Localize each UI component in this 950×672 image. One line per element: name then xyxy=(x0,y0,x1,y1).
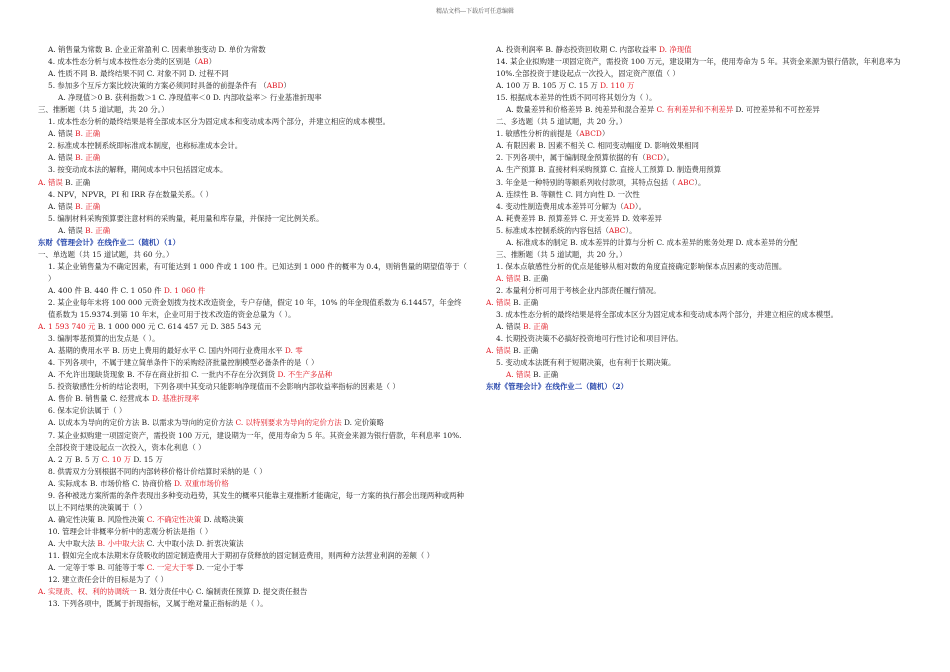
answer-text: A. 错误 xyxy=(506,370,531,380)
text-line xyxy=(38,80,468,92)
question-text: 1. 保本点敏感性分析的优点是能够从相对数的角度直接确定影响保本点因素的变动范围。 xyxy=(496,261,787,271)
question-text: 4. 变动性制造费用成本差异可分解为（ xyxy=(496,201,624,211)
question-text: A. 确定性决策 B. 风险性决策 xyxy=(48,514,147,524)
answer-text: D. 零 xyxy=(284,346,303,356)
question-text: D. 战略决策 xyxy=(201,514,244,524)
question-text: A. 有限因素 B. 因素不相关 C. 相同变动幅度 D. 影响效果相同 xyxy=(496,141,699,151)
question-text: A. 净现值＞0 B. 获利指数＞1 C. 净现值率＜0 D. 内部收益率＞ 行业基准折现率 xyxy=(58,93,322,103)
text-line xyxy=(38,249,468,261)
question-text: 三、推断题（共 5 道试题，共 20 分。） xyxy=(38,105,169,115)
answer-text: D. 基准折现率 xyxy=(151,394,200,404)
question-text: 3. 按变动成本法的解释，期间成本中只包括固定成本。 xyxy=(48,165,228,175)
question-text: A. 2 万 B. 5 万 xyxy=(48,454,102,464)
text-line xyxy=(486,44,916,56)
text-line xyxy=(486,116,916,128)
question-text: 2. 某企业每年末将 100 000 元资金划拨为技术改造资金，专户存储，假定 10 年，10% 的年金现值系数为 6.14457，年金终值系数为 15.9374.到第 10 年末，企业可用于技术改造的资金总量为（ ）。 xyxy=(48,297,462,320)
question-text: A. 耗费差异 B. 预算差异 C. 开支差异 D. 效率差异 xyxy=(496,213,662,223)
text-line xyxy=(38,381,468,393)
answer-text: B. 正确 xyxy=(75,201,101,211)
text-line xyxy=(38,225,468,237)
text-line xyxy=(486,321,916,333)
question-text: D. 15 万 xyxy=(130,454,163,464)
text-line xyxy=(486,345,916,357)
text-line xyxy=(486,213,916,225)
question-text: 一、单选题（共 15 道试题，共 60 分。） xyxy=(38,249,174,259)
left-column xyxy=(38,44,468,610)
question-text: 1. 某企业销售量为不确定因素，有可能达到 1 000 件或 1 100 件。已知达到 1 000 件的概率为 0.4，则销售量的期望值等于（ ） xyxy=(48,261,467,283)
question-text: ）。 xyxy=(662,153,675,163)
text-line xyxy=(38,201,468,213)
text-line xyxy=(38,68,468,80)
question-text: B. 正确 xyxy=(530,370,559,380)
text-line xyxy=(486,164,916,176)
question-text: 5. 投资敏感性分析的结论表明，下列各项中其变动只能影响净现值而不会影响内部收益率指标的因素是（ ） xyxy=(48,382,400,392)
question-text: 2. 标准成本控制系统即标准成本制度，也称标准成本会计。 xyxy=(48,141,243,151)
text-line xyxy=(38,538,468,550)
question-text: 7. 某企业拟购建一项固定资产，需投资 100 万元，建设期为一年，使用寿命为 5 年。其资金来源为银行借款，年利息率 10%.全部投资于建设起点一次投入，资本化利息（ ） xyxy=(48,430,462,452)
answer-text: D. 不生产多品种 xyxy=(277,370,333,380)
text-line xyxy=(38,562,468,574)
text-line xyxy=(38,213,468,225)
text-line xyxy=(38,357,468,369)
answer-text: A. 错误 xyxy=(486,346,511,356)
section-title: 东财《管理会计》在线作业二（随机）（2） xyxy=(486,382,628,392)
question-text: 3. 成本性态分析的最终结果是将全部成本区分为固定成本和变动成本两个部分，并建立相应的成本模型。 xyxy=(496,310,838,320)
question-text: A. 售价 B. 销售量 C. 经营成本 xyxy=(48,394,152,404)
answer-text: A. 实现责、权、利的协调统一 xyxy=(38,587,137,597)
question-text: ） xyxy=(601,129,610,139)
question-text: B. 正确 xyxy=(510,346,539,356)
text-line xyxy=(486,261,916,273)
question-text: B. 1 000 000 元 C. 614 457 元 D. 385 543 元 xyxy=(95,322,261,332)
text-line xyxy=(38,550,468,562)
text-line xyxy=(38,405,468,417)
answer-text: B. 小中取大法 xyxy=(97,538,145,548)
answer-text: ABC xyxy=(608,225,626,235)
question-text: D. 一定小于零 xyxy=(193,563,244,573)
text-line xyxy=(486,333,916,345)
question-text: A. 销售量为常数 B. 企业正常盈利 C. 因素单独变动 D. 单价为常数 xyxy=(48,45,266,54)
text-line xyxy=(486,80,916,92)
text-line xyxy=(38,44,468,56)
answer-text: A. 1 593 740 元 xyxy=(38,322,96,332)
answer-text: B. 正确 xyxy=(75,153,101,163)
text-line xyxy=(38,454,468,466)
text-line xyxy=(38,285,468,297)
text-line xyxy=(38,526,468,538)
text-line xyxy=(38,333,468,345)
text-line xyxy=(486,249,916,261)
answer-text: BCD xyxy=(645,153,663,163)
question-text: ）。 xyxy=(625,225,637,235)
text-line xyxy=(38,56,468,68)
question-text: 6. 保本定价法属于（ ） xyxy=(48,406,127,416)
question-text: 3. 编制零基预算的出发点是（ ）。 xyxy=(48,334,160,344)
text-line xyxy=(38,297,468,321)
question-text: A. 标准成本的制定 B. 成本差异的计算与分析 C. 成本差异的账务处理 D. 成本差异的分配 xyxy=(506,237,798,247)
text-line xyxy=(486,273,916,285)
answer-text: C. 一定大于零 xyxy=(146,563,194,573)
question-text: A. 投资利润率 B. 静态投资回收期 C. 内部收益率 xyxy=(496,45,659,54)
question-text: B. 正确 xyxy=(62,177,91,187)
text-line xyxy=(38,345,468,357)
question-text: 2. 下列各项中，属于编制现金预算依据的有（ xyxy=(496,153,646,163)
question-text: 13. 下列各项中，既属于折现指标，又属于绝对量正指标的是（ ）。 xyxy=(48,599,268,609)
question-text: 4. NPV，NPVR，PI 和 IRR 存在数量关系。（ ） xyxy=(48,189,213,199)
question-text: A. 实际成本 B. 市场价格 C. 协商价格 xyxy=(48,478,174,488)
answer-text: B. 正确 xyxy=(75,129,101,139)
text-line xyxy=(38,586,468,598)
question-text: 5. 参加多个互斥方案比较决策的方案必须同时具备的前提条件有 （ xyxy=(48,81,267,91)
text-line xyxy=(38,152,468,164)
text-line xyxy=(486,177,916,189)
answer-text: D. 双重市场价格 xyxy=(174,478,229,488)
answer-text: ABCD xyxy=(579,129,602,139)
answer-text: D. 1 060 件 xyxy=(163,285,206,295)
question-text: 5. 变动成本法既有利于短期决策，也有利于长期决策。 xyxy=(496,358,676,368)
text-line xyxy=(486,381,916,393)
page-header: 精品文档---下载后可任意编辑 xyxy=(435,8,515,15)
section-title: 东财《管理会计》在线作业二（随机）（1） xyxy=(38,237,180,247)
answer-text: B. 正确 xyxy=(523,322,549,332)
text-line xyxy=(38,128,468,140)
text-line xyxy=(38,466,468,478)
answer-text: AB xyxy=(197,57,209,67)
text-line xyxy=(38,417,468,429)
question-text: 1. 成本性态分析的最终结果是将全部成本区分为固定成本和变动成本两个部分，并建立相应的成本模型。 xyxy=(48,117,390,127)
text-line xyxy=(486,189,916,201)
answer-text: C. 不确定性决策 xyxy=(146,514,202,524)
answer-text: D. 净现值 xyxy=(658,45,692,54)
question-text: B. 正确 xyxy=(520,273,549,283)
question-text: 9. 各种被选方案所需的条件表现出多种变动趋势，其发生的概率只能靠主观推断才能确定，每一方案的执行都会出现两种或两种以上不同结果的决策属于（ ） xyxy=(48,490,464,512)
text-line xyxy=(38,140,468,152)
text-line xyxy=(38,189,468,201)
question-text: 3. 年金是一种特别的等额系列收付款项，其特点包括（ xyxy=(496,177,678,187)
answer-text: B. 正确 xyxy=(85,225,111,235)
text-line xyxy=(486,357,916,369)
text-line xyxy=(486,237,916,249)
question-text: A. 大中取大法 xyxy=(48,538,98,548)
text-line xyxy=(38,393,468,405)
text-line xyxy=(486,128,916,140)
question-text: A. 错误 xyxy=(496,322,524,332)
text-line xyxy=(38,177,468,189)
question-text: A. 不允许出现缺货现象 B. 不存在商业折扣 C. 一批内不存在分次到货 xyxy=(48,370,278,380)
question-text: D. 可控差异和不可控差异 xyxy=(733,105,820,115)
answer-text: AD xyxy=(623,201,635,211)
question-text: 11. 假如完全成本法期末存货吸收的固定制造费用大于期初存货释放的固定制造费用，则两种方法营业利润的差额（ ） xyxy=(48,550,434,560)
question-text: 14. 某企业拟购建一项固定资产，需投资 100 万元，建设期为一年，使用寿命为 5 年。其资金来源为银行借款，年利息率为 10%.全部投资于建设起点一次投入，固定资产原值（ ） xyxy=(496,57,901,79)
question-text: A. 错误 xyxy=(58,225,86,235)
question-text: 4. 成本性态分析与成本按性态分类的区别是（ xyxy=(48,57,198,67)
question-text: 1. 敏感性分析的前提是（ xyxy=(496,129,580,139)
answer-text: ABD xyxy=(266,81,284,91)
question-text: 二、多选题（共 5 道试题，共 20 分。） xyxy=(496,117,627,127)
answer-text: A. 错误 xyxy=(486,297,511,307)
answer-text: A. 错误 xyxy=(496,273,521,283)
question-text: 4. 下列各项中，不属于建立简单条件下的采购经济批量控制模型必备条件的是（ ） xyxy=(48,358,319,368)
question-text: A. 性质不同 B. 最终结果不同 C. 对象不同 D. 过程不同 xyxy=(48,69,229,79)
text-line xyxy=(38,369,468,381)
text-line xyxy=(486,152,916,164)
text-line xyxy=(486,309,916,321)
answer-text: A. 错误 xyxy=(38,177,63,187)
question-text: 8. 供需双方分别根据不同的内部转移价格计价结算时采纳的是（ ） xyxy=(48,466,267,476)
question-text: 12. 建立责任会计的目标是为了（ ） xyxy=(48,575,168,585)
text-line xyxy=(486,92,916,104)
text-line xyxy=(486,369,916,381)
question-text: 5. 标准成本控制系统的内容包括（ xyxy=(496,225,609,235)
question-text: A. 错误 xyxy=(48,153,76,163)
question-text: 10. 管理会计非概率分析中的悲观分析法是指（ ） xyxy=(48,526,213,536)
question-text: A. 400 件 B. 440 件 C. 1 050 件 xyxy=(48,285,164,295)
question-text: 三、推断题（共 5 道试题，共 20 分。） xyxy=(496,249,627,259)
question-text: B. 划分责任中心 C. 编制责任预算 D. 提交责任报告 xyxy=(136,587,308,597)
text-line xyxy=(38,237,468,249)
text-line xyxy=(38,164,468,176)
text-line xyxy=(486,140,916,152)
answer-text: D. 110 万 xyxy=(600,81,635,91)
right-column xyxy=(486,44,916,393)
question-text: ）。 xyxy=(634,201,647,211)
answer-text: C. 有利差异和不利差异 xyxy=(656,105,734,115)
question-text: ） xyxy=(283,81,291,91)
question-text: A. 错误 xyxy=(48,201,76,211)
question-text: B. 正确 xyxy=(510,297,539,307)
text-line xyxy=(38,574,468,586)
question-text: A. 数量差异和价格差异 B. 纯差异和混合差异 xyxy=(506,105,657,115)
question-text: C. 大中取小法 D. 折衷决策法 xyxy=(144,538,244,548)
text-line xyxy=(486,104,916,116)
question-text: 15. 根据成本差异的性质不同可将其划分为（ ）。 xyxy=(496,93,657,103)
text-line xyxy=(38,490,468,514)
text-line xyxy=(38,261,468,285)
text-line xyxy=(38,116,468,128)
question-text: A. 以成本为导向的定价方法 B. 以需求为导向的定价方法 xyxy=(48,418,236,428)
question-text: A. 100 万 B. 105 万 C. 15 万 xyxy=(496,81,601,91)
question-text: 2. 本量利分析可用于考核企业内部责任履行情况。 xyxy=(496,285,661,295)
question-text: A. 连续性 B. 等额性 C. 同方向性 D. 一次性 xyxy=(496,189,640,199)
text-line xyxy=(38,321,468,333)
text-line xyxy=(38,478,468,490)
question-text: ）。 xyxy=(694,177,706,187)
answer-text: C. 以特别要求为导向的定价方法 xyxy=(235,418,342,428)
text-line xyxy=(38,430,468,454)
text-line xyxy=(486,285,916,297)
question-text: 4. 长期投资决策不必搞好投资地可行性讨论和项目评估。 xyxy=(496,334,683,344)
text-line xyxy=(38,598,468,610)
question-text: A. 生产预算 B. 直接材料采购预算 C. 直接人工预算 D. 制造费用预算 xyxy=(496,165,722,175)
question-text: A. 基期的费用水平 B. 历史上费用的最好水平 C. 国内外同行业费用水平 xyxy=(48,346,285,356)
question-text: A. 错误 xyxy=(48,129,76,139)
text-line xyxy=(38,92,468,104)
question-text: ） xyxy=(208,57,217,67)
text-line xyxy=(38,514,468,526)
answer-text: ABC xyxy=(677,177,695,187)
text-line xyxy=(486,225,916,237)
answer-text: C. 10 万 xyxy=(101,454,131,464)
question-text: D. 定价策略 xyxy=(341,418,384,428)
text-line xyxy=(38,104,468,116)
text-line xyxy=(486,201,916,213)
text-line xyxy=(486,56,916,80)
question-text: 5. 编制材料采购预算要注意材料的采购量，耗用量和库存量，并保持一定比例关系。 xyxy=(48,213,324,223)
text-line xyxy=(486,297,916,309)
question-text: A. 一定等于零 B. 可能等于零 xyxy=(48,563,147,573)
